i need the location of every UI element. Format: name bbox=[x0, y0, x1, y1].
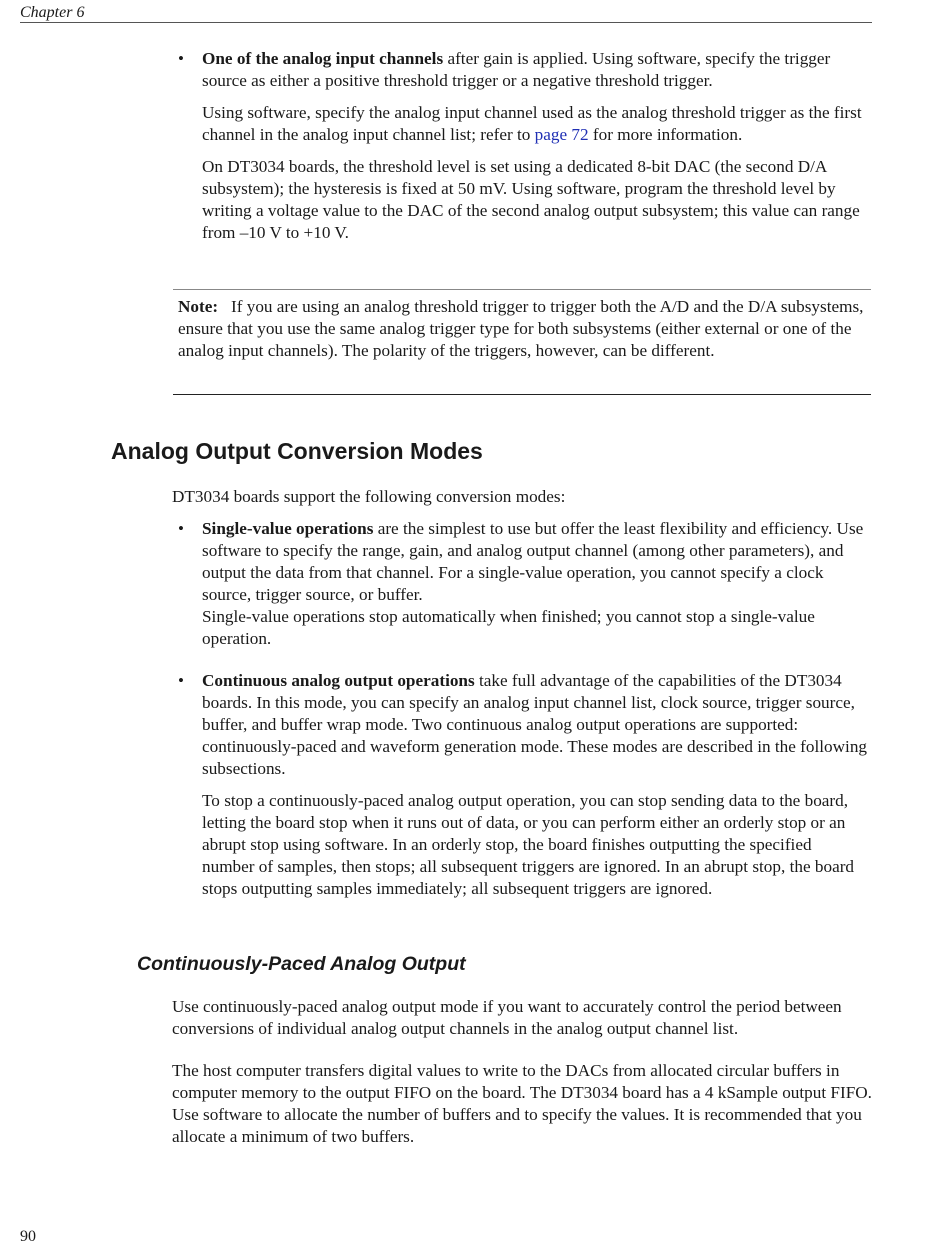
bullet-text: after gain is applied. Using software, specify the trigger source as either a positive threshold trigger or a negative threshold trigger. bbox=[202, 49, 831, 90]
bullet-marker: • bbox=[178, 671, 184, 690]
bullet-marker: • bbox=[178, 519, 184, 538]
paragraph-text: Using software, specify the analog input channel used as the analog threshold trigger as the first channel in the analog input channel list; refer to bbox=[202, 103, 862, 144]
paragraph-text-end: for more information. bbox=[588, 125, 743, 144]
bullet-marker: • bbox=[178, 49, 184, 68]
note-label: Note: bbox=[178, 297, 219, 316]
subsection-heading: Continuously-Paced Analog Output bbox=[137, 953, 466, 975]
paragraph-threshold-dac: On DT3034 boards, the threshold level is set using a dedicated 8-bit DAC (the second D/A subsystem); the hysteresis is fixed at 50 mV. Using software, program the threshold level by writing a voltage value to the DAC of the second analog output subsystem; this value can range from –10 V to +10 V. bbox=[202, 157, 860, 242]
bullet-term: Continuous analog output operations bbox=[202, 671, 475, 690]
section-heading: Analog Output Conversion Modes bbox=[111, 438, 483, 464]
note-paragraph bbox=[178, 296, 868, 362]
bullet-term: Single-value operations bbox=[202, 519, 374, 538]
bullet-single-value-stop: Single-value operations stop automatically when finished; you cannot stop a single-value operation. bbox=[202, 607, 815, 648]
bullet-term: One of the analog input channels bbox=[202, 49, 444, 68]
bullet-continuous bbox=[202, 670, 867, 780]
note-text: If you are using an analog threshold trigger to trigger both the A/D and the D/A subsystems, ensure that you use the same analog trigger type for both subsystems (either external or one of the analog input channels). The polarity of the triggers, however, can be different. bbox=[178, 297, 864, 360]
bullet-text: take full advantage of the capabilities of the DT3034 boards. In this mode, you can specify an analog input channel list, clock source, trigger source, buffer, and buffer wrap mode. Two continuous analog output operations are supported: continuously-paced and waveform generation mode. These modes are described in the following subsections. bbox=[202, 671, 868, 778]
subsection-paragraph-1: Use continuously-paced analog output mode if you want to accurately control the period between conversions of individual analog output channels in the analog output channel list. bbox=[172, 997, 842, 1038]
page-72-link[interactable]: page 72 bbox=[534, 125, 589, 144]
paragraph-stopping: To stop a continuously-paced analog output operation, you can stop sending data to the board, letting the board stop when it runs out of data, or you can perform either an orderly stop or an abrupt stop using software. In an orderly stop, the board finishes outputting the specified number of samples, then stops; all subsequent triggers are ignored. In an abrupt stop, the board stops outputting samples immediately; all subsequent triggers are ignored. bbox=[202, 791, 855, 898]
paragraph-trigger-channel bbox=[202, 102, 867, 146]
bullet-analog-input-channels bbox=[202, 48, 867, 92]
chapter-label: Chapter 6 bbox=[20, 4, 85, 21]
bullet-single-value bbox=[202, 518, 870, 650]
bullet-text: are the simplest to use but offer the least flexibility and efficiency. Use software to specify the range, gain, and analog output channel (among other parameters), and output the data from that channel. For a single-value operation, you cannot specify a clock source, trigger source, or buffer. bbox=[202, 519, 864, 604]
note-box bbox=[173, 289, 871, 395]
bullet-single-value-text bbox=[202, 518, 870, 606]
page-number: 90 bbox=[20, 1228, 36, 1245]
chapter-header bbox=[20, 3, 872, 23]
subsection-paragraph-2: The host computer transfers digital values to write to the DACs from allocated circular buffers in computer memory to the output FIFO on the board. The DT3034 board has a 4 kSample output FIFO. Use software to allocate the number of buffers and to specify the values. It is recommended that you allocate a minimum of two buffers. bbox=[172, 1061, 872, 1146]
section-intro: DT3034 boards support the following conversion modes: bbox=[172, 487, 566, 506]
